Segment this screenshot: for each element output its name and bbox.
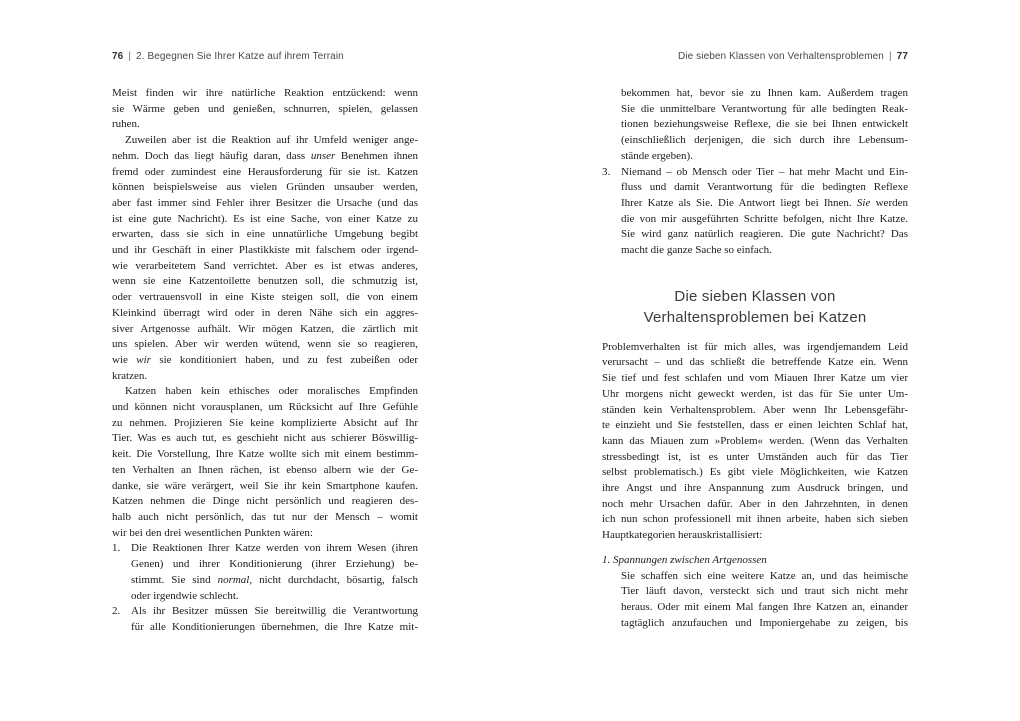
text-line: kratzen. — [112, 369, 148, 382]
paragraph — [112, 86, 418, 133]
list-item — [112, 604, 418, 635]
text-line: ich nun schon professionell mit ihnen arbeite, haben sich sieben — [602, 513, 908, 526]
text-line: Als ihr Besitzer müssen Sie bereitwillig die Verantwortung — [131, 605, 418, 618]
left-running-title: 2. Begegnen Sie Ihrer Katze auf ihrem Terrain — [136, 51, 344, 62]
text-line: tionen beziehungsweise Reflexe, die sie bei Ihnen entwickelt — [621, 118, 908, 131]
text-line: noch mehr Ursachen dafür. Aber in den Jahrzehnten, in denen — [602, 497, 908, 510]
text-line: Verhaltensproblemen bei Katzen — [643, 308, 867, 326]
right-page-number: 77 — [896, 51, 908, 62]
text-line: ten Verhalten an Ihnen rächen, ist ebenso albern wie der Ge- — [112, 463, 418, 476]
text-line: Uhr morgens nicht geweckt werden, ist das für Sie unter Um- — [602, 387, 908, 400]
text-line: Sie schaffen sich eine weitere Katze an, und das heimische — [621, 569, 908, 582]
text-line: macht die ganze Sache so einfach. — [621, 244, 772, 257]
text-line: Niemand – ob Mensch oder Tier – hat mehr Macht und Ein- — [621, 165, 908, 178]
text-line: Sie wird ganz natürlich reagieren. Die gute Nachricht? Das — [621, 228, 908, 241]
list-marker: 3. — [602, 165, 611, 178]
text-line: wie verarbeitetem Sand verrichtet. Aber es ist etwas anderes, — [112, 259, 418, 272]
text-line: Ihrer Katze als Sie. Die Antwort liegt bei Ihnen. Sie werden — [621, 196, 908, 209]
text-line: Die Reaktionen Ihrer Katze werden von ihrem Wesen (ihren — [131, 542, 418, 555]
right-page-header — [602, 50, 908, 64]
text-line: bekommen hat, bevor sie zu Ihnen kam. Außerdem tragen — [621, 87, 908, 99]
text-line: Tier läuft davon, versteckt sich und traut sich nicht mehr — [621, 585, 908, 598]
text-line: stressbedingt ist, ist es unter Umständen auch für das Tier — [602, 450, 908, 463]
text-line: Tier. Was es auch tut, es geschieht nicht aus schierer Böswillig- — [112, 432, 418, 445]
text-line: Katzen nehmen die Dinge nicht persönlich und reagieren des- — [112, 495, 418, 508]
text-line: und ihr Geschäft in einer Plastikkiste mit falschem oder irgend- — [112, 244, 418, 257]
left-page-header — [112, 50, 418, 64]
right-page — [602, 50, 908, 631]
text-line: uns spielen. Aber wir werden wütend, wenn sie so reagieren, — [112, 338, 418, 351]
text-line: erwarten, dass sie sich in eine unnatürliche Umgebung begibt — [112, 228, 418, 241]
text-line: Hauptkategorien herauskristallisiert: — [602, 529, 763, 542]
text-line: ständen kein Verhaltensproblem. Aber wenn Ihr Lebensgefähr- — [602, 403, 908, 416]
text-line: Sie die unmittelbare Verantwortung für alle bedingten Reak- — [621, 102, 908, 115]
text-line: Kleinkind überragt wird oder in deren Nähe sich ein aggres- — [112, 306, 418, 319]
text-line: die von mir ausgeführten Schritte befolgen, nicht Ihre Katze. — [621, 212, 908, 225]
text-line: ruhen. — [112, 118, 140, 131]
text-line: Problemverhalten ist für mich alles, was irgendjemandem Leid — [602, 340, 908, 353]
text-line: oder irgendwie schlecht. — [131, 589, 239, 602]
text-line: 1. Spannungen zwischen Artgenossen — [602, 553, 767, 566]
text-line: wie wir sie konditioniert haben, und zu fest zubeißen oder — [112, 353, 418, 366]
list-item — [112, 541, 418, 604]
header-separator: | — [888, 51, 892, 62]
text-line: Sie tief und fest schlafen und vom Miauen Ihrer Katze um vier — [602, 372, 908, 385]
text-line: keit. Die Vorstellung, Ihre Katze wollte sich mit einem bestimm- — [112, 448, 418, 461]
text-line: kann das Miauen zum »Problem« werden. (Wenn das Verhalten — [602, 434, 908, 447]
list-item — [602, 165, 908, 259]
text-line: Genen) und ihrer Konditionierung (ihrer Erziehung) be- — [131, 558, 418, 571]
text-line: heraus. Oder mit einem Mal fangen Ihre Katzen an, einander — [621, 600, 908, 613]
text-line: nehm. Doch das liegt häufig daran, dass unser Benehmen ihnen — [112, 149, 419, 162]
text-line: Katzen haben kein ethisches oder moralisches Empfinden — [125, 385, 418, 398]
list-marker: 2. — [112, 605, 121, 618]
text-line: oder vertrauensvoll in eine Kiste steigen soll, die von einem — [112, 291, 418, 304]
text-line: wir bei den drei wesentlichen Punkten wären: — [112, 526, 313, 539]
text-line: und können nicht vorausplanen, um Rücksicht auf Ihre Gefühle — [112, 401, 418, 414]
text-line: fluss und damit Verantwortung für die bedingten Reflexe — [621, 181, 908, 194]
right-page-body — [602, 86, 908, 631]
paragraph — [112, 384, 418, 541]
text-line: für alle Konditionierungen übernehmen, die Ihre Katze mit- — [131, 620, 418, 633]
text-line: danke, sie wäre verärgert, weil Sie ihr kein Smartphone kaufen. — [112, 479, 418, 492]
text-line: wenn sie eine Katzentoilette benutzen soll, die schmutzig ist, — [112, 275, 418, 288]
text-line: Meist finden wir ihre natürliche Reaktion entzückend: wenn — [112, 87, 418, 99]
list-continuation — [602, 86, 908, 165]
text-line: verursacht – und das schließt die betreffende Katze ein. Wenn — [602, 356, 908, 369]
text-line: tagtäglich anzufauchen und Imponiergehabe zu zeigen, bis — [621, 616, 908, 629]
section-heading — [602, 286, 908, 328]
header-separator: | — [128, 51, 132, 62]
list-continuation — [602, 569, 908, 632]
text-line: können beispielsweise aus vielen Gründen unsauber werden, — [112, 181, 418, 194]
category-subheading — [602, 553, 908, 569]
text-line: Zuweilen aber ist die Reaktion auf ihr Umfeld weniger ange- — [125, 134, 418, 147]
text-line: (einschließlich derjenigen, die sich durch ihre Lebensum- — [621, 134, 908, 147]
text-line: ihre Angst und ihre Anspannung zum Ausdruck bringen, und — [602, 482, 908, 495]
text-line: selbst problematisch.) Es gibt viele Möglichkeiten, wie Katzen — [602, 466, 908, 479]
text-line: fremd oder zumindest eine Herausforderung für sie ist. Katzen — [112, 165, 418, 178]
text-line: Die sieben Klassen von — [674, 287, 836, 305]
list-marker: 1. — [112, 542, 121, 555]
text-line: siver Artgenosse aufhält. Wir mögen Katzen, die zärtlich mit — [112, 322, 418, 335]
paragraph — [112, 133, 418, 384]
left-page — [112, 50, 418, 636]
right-running-title: Die sieben Klassen von Verhaltensproblemen — [677, 51, 884, 62]
text-line: aber fast immer sind Fehler ihrer Besitzer die Ursache (und das — [112, 196, 418, 209]
text-line: halb auch nicht persönlich, das tut nur der Mensch – womit — [112, 510, 418, 523]
paragraph — [602, 340, 908, 544]
left-page-number: 76 — [112, 51, 124, 62]
left-page-body — [112, 86, 418, 636]
text-line: ist eine gute Nachricht). Es ist eine Sache, von einer Katze zu — [112, 212, 418, 225]
text-line: sie Wärme geben und genießen, schnurren, spielen, gelassen — [112, 102, 418, 115]
text-line: zu nehmen. Projizieren Sie keine komplizierte Absicht auf Ihr — [112, 416, 418, 429]
text-line: te einzieht und Sie feststellen, dass er einen leichten Schlaf hat, — [602, 419, 908, 432]
text-line: stände ergeben). — [621, 149, 693, 162]
text-line: stimmt. Sie sind normal, nicht durchdacht, bösartig, falsch — [131, 573, 418, 586]
